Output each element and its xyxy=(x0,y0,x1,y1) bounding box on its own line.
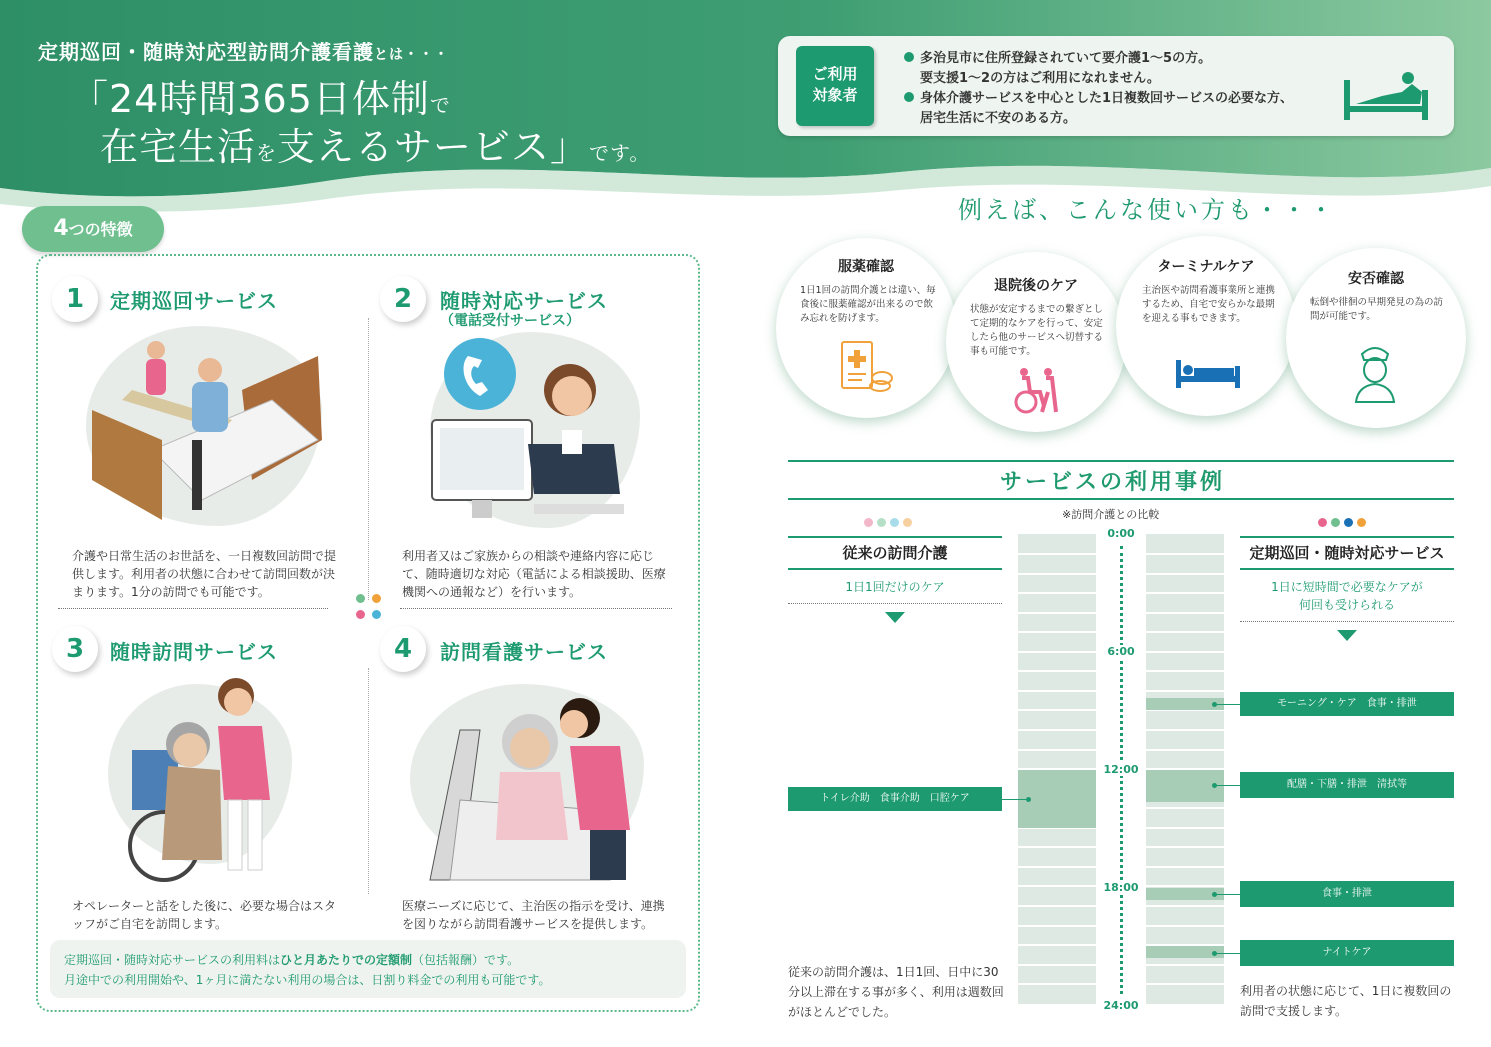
compare-note: ※訪問介護との比較 xyxy=(1062,508,1160,521)
time-label: 12:00 xyxy=(1096,763,1146,776)
example-text: 主治医や訪問看護事業所と連携するため、自宅で安らかな最期を迎える事もできます。 xyxy=(1142,285,1276,324)
example-title: 退院後のケア xyxy=(994,278,1078,294)
connector-dot xyxy=(1212,702,1217,707)
right-note: 利用者の状態に応じて、1日に複数回の訪問で支援します。 xyxy=(1240,984,1452,1018)
connector-line xyxy=(1002,799,1028,800)
connector-line xyxy=(1216,953,1240,954)
connector-dot xyxy=(1212,892,1217,897)
feature-4-title: 訪問看護サービス xyxy=(440,640,608,664)
left-service-title: 従来の訪問介護 xyxy=(842,544,948,562)
fee-line-1: 定期巡回・随時対応サービスの利用料はひと月あたりでの定額制（包括報酬）です。 xyxy=(64,953,520,967)
nurse-icon xyxy=(1352,342,1398,404)
target-item-1: 多治見市に住所登録されていて要介護1～5の方。 xyxy=(904,47,1211,66)
left-caption: 1日1回だけのケア xyxy=(845,580,945,594)
feature-1-description: 介護や日常生活のお世話を、一日複数回訪問で提供します。利用者の状態に合わせて訪問回数が決まります。1分の訪問でも可能です。 xyxy=(72,549,337,599)
right-visit-bar-evening: 食事・排泄 xyxy=(1240,881,1454,907)
right-visit-bar-night: ナイトケア xyxy=(1240,940,1454,966)
down-arrow-icon xyxy=(885,612,905,623)
feature-2-number: 2 xyxy=(380,276,426,322)
divider xyxy=(788,603,1002,604)
left-visit-bar: トイレ介助 食事介助 口腔ケア xyxy=(788,787,1002,811)
example-title: ターミナルケア xyxy=(1157,259,1255,275)
target-item-1-note: 要支援1～2の方はご利用になれません。 xyxy=(920,71,1160,86)
feature-3-title: 随時訪問サービス xyxy=(110,640,278,664)
right-visit-bar-morning: モーニング・ケア 食事・排泄 xyxy=(1240,692,1454,716)
bed-icon xyxy=(1342,70,1430,122)
right-service-title: 定期巡回・随時対応サービス xyxy=(1249,544,1445,562)
feature-1-number: 1 xyxy=(52,276,98,322)
medicine-icon xyxy=(838,340,896,392)
connector-line xyxy=(1216,785,1240,786)
right-head-line xyxy=(1240,536,1454,538)
divider xyxy=(400,608,672,609)
example-title: 安否確認 xyxy=(1348,271,1404,287)
nursing-visit-illustration xyxy=(420,690,650,890)
feature-1-title: 定期巡回サービス xyxy=(110,289,278,313)
example-text: 転倒や徘徊の早期発見の為の訪問が可能です。 xyxy=(1310,297,1444,322)
target-item-2-cont: 居宅生活に不安のある方。 xyxy=(920,111,1077,126)
time-label: 6:00 xyxy=(1096,645,1146,658)
operator-illustration xyxy=(424,334,644,534)
right-visit-bar-noon: 配膳・下膳・排泄 清拭等 xyxy=(1240,772,1454,798)
target-users-tag: ご利用 対象者 xyxy=(796,46,874,126)
color-dots xyxy=(862,512,914,531)
wheelchair-icon xyxy=(1012,366,1062,414)
divider xyxy=(368,668,369,894)
left-head-line xyxy=(788,568,1002,570)
right-head-line xyxy=(1240,568,1454,570)
feature-3-description: オペレーターと話をした後に、必要な場合はスタッフがご自宅を訪問します。 xyxy=(72,899,337,931)
header-subtitle: 定期巡回・随時対応型訪問介護看護とは・・・ xyxy=(38,40,449,64)
left-note: 従来の訪問介護は、1日1回、日中に30分以上滞在する事が多く、利用は週数回がほとんどでした。 xyxy=(788,965,1004,1019)
time-label: 18:00 xyxy=(1096,881,1146,894)
color-dots xyxy=(354,594,384,624)
headline-line1: 「24時間365日体制で xyxy=(70,77,451,121)
left-head-line xyxy=(788,536,1002,538)
feature-4-description: 医療ニーズに応じて、主治医の指示を受け、連携を図りながら訪問看護サービスを提供します。 xyxy=(402,899,665,931)
time-label: 0:00 xyxy=(1096,527,1146,540)
connector-line xyxy=(1216,894,1240,895)
divider xyxy=(1240,621,1454,622)
usage-title: サービスの利用事例 xyxy=(1000,470,1226,495)
usage-bottom-line xyxy=(788,498,1454,500)
example-title: 服薬確認 xyxy=(838,259,894,275)
feature-2-title: 随時対応サービス xyxy=(440,289,608,313)
usage-top-line xyxy=(788,460,1454,462)
feature-4-number: 4 xyxy=(380,626,426,672)
care-meal-illustration xyxy=(92,330,324,530)
examples-title: 例えば、こんな使い方も・・・ xyxy=(958,196,1336,224)
divider xyxy=(368,318,369,600)
wheelchair-visit-illustration xyxy=(112,670,292,890)
connector-dot xyxy=(1212,951,1217,956)
target-item-2: 身体介護サービスを中心とした1日複数回サービスの必要な方、 xyxy=(904,87,1293,106)
headline-line2: 在宅生活を支えるサービス」です。 xyxy=(100,125,651,169)
fee-line-2: 月途中での利用開始や、1ヶ月に満たない利用の場合は、日割り料金での利用も可能です。 xyxy=(64,973,551,987)
time-label: 24:00 xyxy=(1096,999,1146,1012)
feature-2-description: 利用者又はご家族からの相談や連絡内容に応じて、随時適切な対応（電話による相談援助、医療機関への通報など）を行います。 xyxy=(402,549,666,599)
down-arrow-icon xyxy=(1337,630,1357,641)
example-text: 1日1回の訪問介護とは違い、毎食後に服薬確認が出来るので飲み忘れを防げます。 xyxy=(800,285,936,324)
divider xyxy=(58,608,328,609)
right-caption: 1日に短時間で必要なケアが 何回も受けられる xyxy=(1271,580,1423,612)
example-text: 状態が安定するまでの繋ぎとして定期的なケアを行って、安定したら他のサービスへ切替する事も可能です。 xyxy=(970,304,1104,357)
fee-note-box xyxy=(50,940,686,998)
feature-2-subtitle: （電話受付サービス） xyxy=(440,313,580,329)
connector-line xyxy=(1216,704,1240,705)
features-pill: 4つの特徴 xyxy=(22,206,164,252)
bed-icon xyxy=(1176,354,1240,388)
feature-3-number: 3 xyxy=(52,626,98,672)
connector-dot xyxy=(1212,783,1217,788)
color-dots xyxy=(1316,512,1368,531)
connector-dot xyxy=(1026,797,1031,802)
